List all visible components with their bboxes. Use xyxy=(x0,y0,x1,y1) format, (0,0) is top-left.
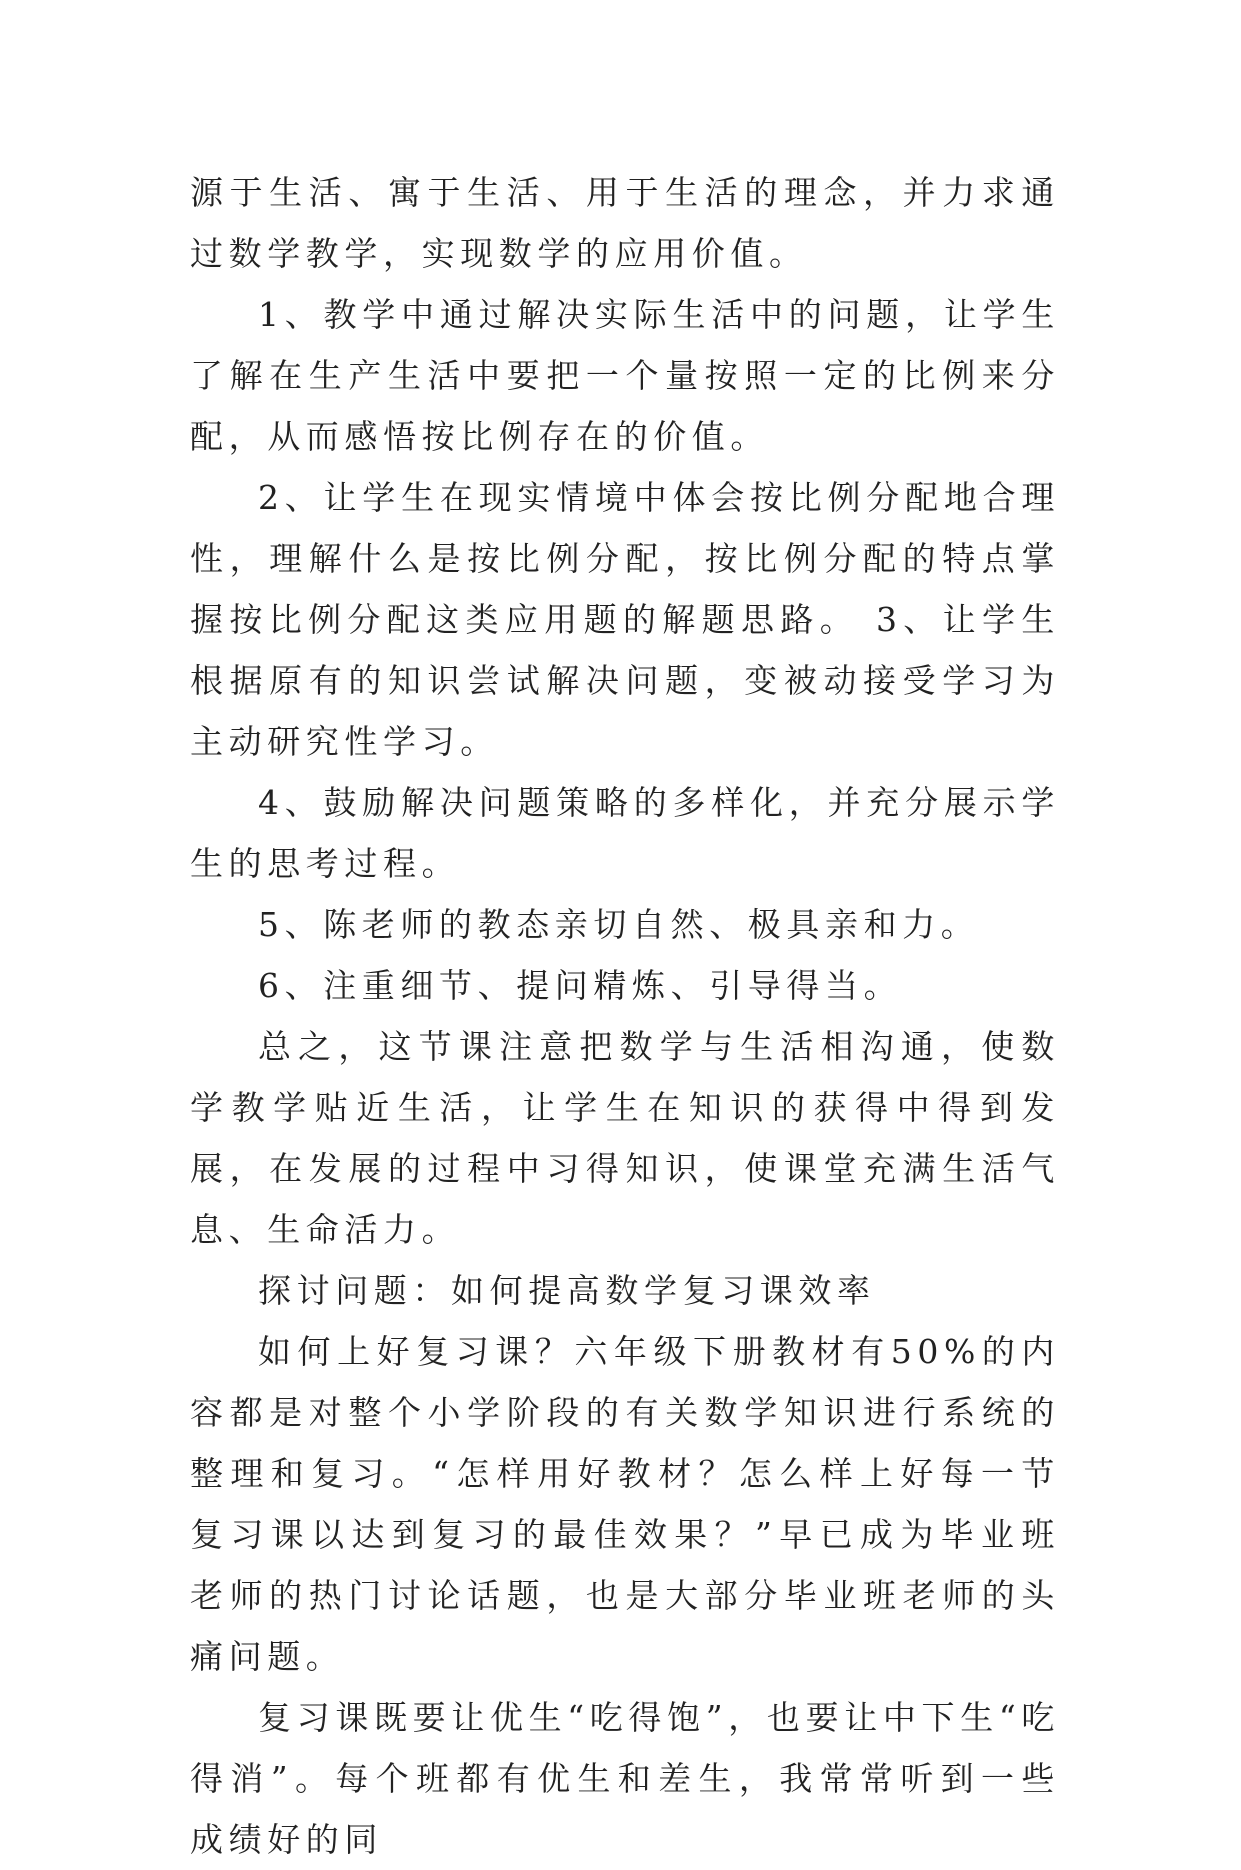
paragraph-point-2-3: 2、让学生在现实情境中体会按比例分配地合理性，理解什么是按比例分配，按比例分配的特点掌握按比例分配这类应用题的解题思路。 3、让学生根据原有的知识尝试解决问题，变被动接受学习为主动研究性学习。 xyxy=(190,478,1060,761)
paragraph-topic-heading: 探讨问题：如何提高数学复习课效率 xyxy=(258,1271,876,1310)
paragraph-point-5: 5、陈老师的教态亲切自然、极具亲和力。 xyxy=(258,905,980,944)
paragraph-point-6: 6、注重细节、提问精炼、引导得当。 xyxy=(258,966,903,1005)
document-body xyxy=(190,162,1060,1870)
paragraph-point-1: 1、教学中通过解决实际生活中的问题，让学生了解在生产生活中要把一个量按照一定的比例来分配，从而感悟按比例存在的价值。 xyxy=(190,295,1060,456)
paragraph-summary: 总之，这节课注意把数学与生活相沟通，使数学教学贴近生活，让学生在知识的获得中得到发展，在发展的过程中习得知识，使课堂充满生活气息、生命活力。 xyxy=(190,1027,1060,1249)
paragraph-point-4: 4、鼓励解决问题策略的多样化，并充分展示学生的思考过程。 xyxy=(190,783,1060,883)
paragraph-review-question: 如何上好复习课？六年级下册教材有50%的内容都是对整个小学阶段的有关数学知识进行系统的整理和复习。“怎样用好教材？怎么样上好每一节复习课以达到复习的最佳效果？”早已成为毕业班老师的热门讨论话题，也是大部分毕业班老师的头痛问题。 xyxy=(190,1332,1060,1676)
paragraph-review-students: 复习课既要让优生“吃得饱”，也要让中下生“吃得消”。每个班都有优生和差生，我常常听到一些成绩好的同 xyxy=(190,1698,1060,1859)
paragraph-intro: 源于生活、寓于生活、用于生活的理念，并力求通过数学教学，实现数学的应用价值。 xyxy=(190,173,1060,273)
